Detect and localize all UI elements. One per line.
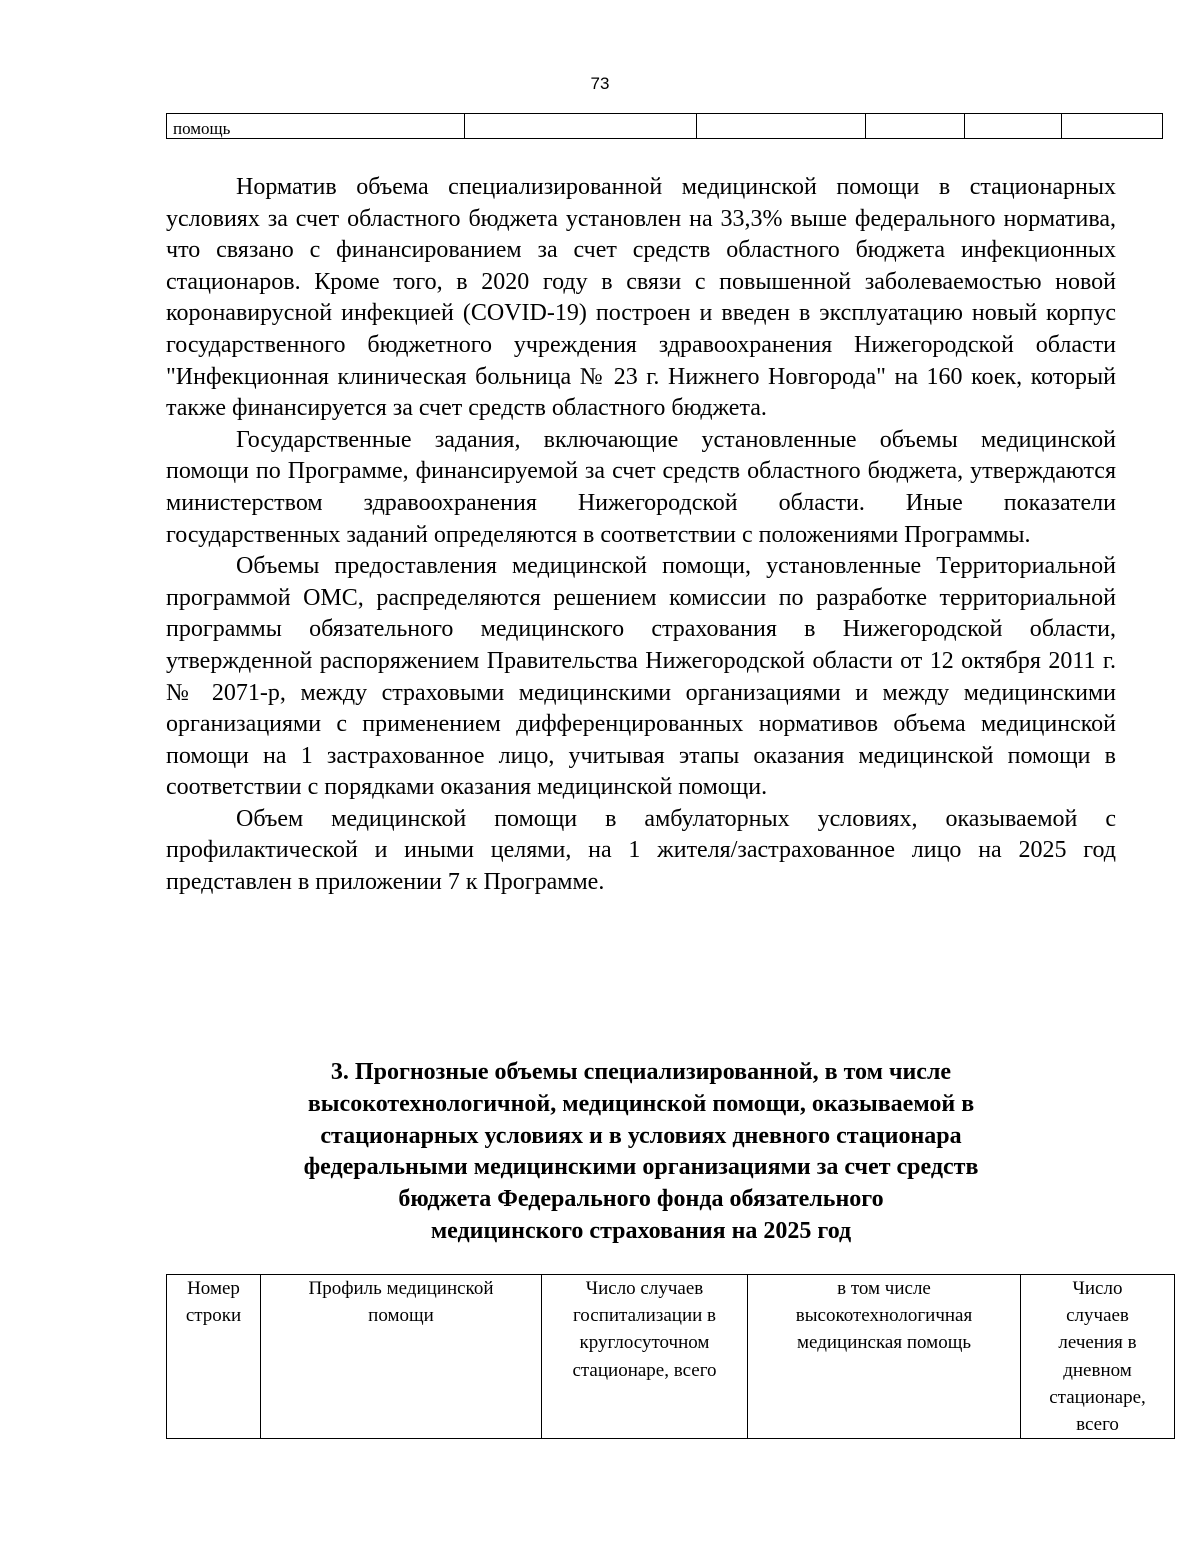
section-title-line: стационарных условиях и в условиях дневного стационара xyxy=(320,1122,962,1149)
header-profile xyxy=(261,1275,542,1439)
header-high-tech xyxy=(748,1275,1021,1439)
header-hospitalizations xyxy=(542,1275,748,1439)
header-line: госпитализации в xyxy=(572,1305,716,1327)
header-line: медицинская помощь xyxy=(797,1332,971,1354)
section-title-line: 3. Прогнозные объемы специализированной, в том числе xyxy=(330,1059,952,1085)
header-line: стационаре, xyxy=(1049,1386,1146,1408)
section-title-line: федеральными медицинскими организациями за счет средств xyxy=(303,1154,979,1181)
section-title-line: медицинского страхования на 2025 год xyxy=(430,1217,852,1244)
header-line: Число случаев xyxy=(585,1278,704,1299)
continued-table-fragment xyxy=(166,113,1163,139)
federal-volumes-table xyxy=(166,1274,1175,1439)
header-line: высокотехнологичная xyxy=(795,1305,973,1327)
table-header-row xyxy=(167,1275,1175,1439)
header-day-hospital xyxy=(1021,1275,1175,1439)
paragraph-outpatient-volume: Объем медицинской помощи в амбулаторных условиях, оказываемой с профилактической и иными целями, на 1 жителя/застрахованное лицо на 2025 год представлен в приложении 7 к Программе. xyxy=(166,805,1116,896)
table-cell xyxy=(965,114,1062,139)
section-title-line: бюджета Федерального фонда обязательного xyxy=(398,1186,884,1213)
header-row-number xyxy=(167,1275,261,1439)
header-line: лечения в xyxy=(1058,1332,1137,1354)
header-line: стационаре, всего xyxy=(572,1359,717,1381)
body-text xyxy=(166,172,1116,899)
header-line: всего xyxy=(1076,1414,1119,1436)
header-line: в том числе xyxy=(837,1278,931,1299)
paragraph-state-tasks: Государственные задания, включающие установленные объемы медицинской помощи по Программе, финансируемой за счет средств областного бюджета, утверждаются министерством здравоохранения Нижегородской области. Иные показатели государственных заданий определяются в соответствии с положениями Программы. xyxy=(166,426,1116,548)
header-line: дневном xyxy=(1063,1359,1132,1381)
paragraph-inpatient-norm: Норматив объема специализированной медицинской помощи в стационарных условиях за счет областного бюджета установлен на 33,3% выше федерального норматива, что связано с финансированием за счет средств областного бюджета инфекционных стационаров. Кроме того, в 2020 году в связи с повышенной заболеваемостью новой коронавирусной инфекцией (COVID-19) построен и введен в эксплуатацию новый корпус государственного бюджетного учреждения здравоохранения Нижегородской области "Инфекционная клиническая больница № 23 г. Нижнего Новгорода" на 160 коек, который также финансируется за счет средств областного бюджета. xyxy=(166,174,1116,422)
header-line: Профиль медицинской xyxy=(308,1278,494,1299)
table-cell xyxy=(697,114,866,139)
table-cell xyxy=(1062,114,1163,139)
section-title-line: высокотехнологичной, медицинской помощи, оказываемой в xyxy=(307,1090,975,1117)
header-line: Номер xyxy=(187,1278,240,1299)
table-cell: помощь xyxy=(167,114,465,139)
header-line: круглосуточном xyxy=(579,1332,710,1354)
header-line: случаев xyxy=(1066,1305,1129,1327)
paragraph-oms-volumes: Объемы предоставления медицинской помощи, установленные Территориальной программой ОМС, распределяются решением комиссии по разработке территориальной программы обязательного медицинского страхования в Нижегородской области, утвержденной распоряжением Правительства Нижегородской области от 12 октября 2011 г. № 2071-р, между страховыми медицинскими организациями и между медицинскими организациями с применением дифференцированных нормативов объема медицинской помощи на 1 застрахованное лицо, учитывая этапы оказания медицинской помощи в соответствии с порядками оказания медицинской помощи. xyxy=(166,553,1116,801)
header-line: помощи xyxy=(368,1305,434,1327)
table-cell xyxy=(465,114,697,139)
page-number: 73 xyxy=(590,74,610,93)
table-row xyxy=(167,114,1163,139)
header-line: Число xyxy=(1072,1278,1123,1299)
section-title xyxy=(166,1057,1116,1248)
table-cell xyxy=(866,114,965,139)
header-line: строки xyxy=(185,1305,242,1327)
